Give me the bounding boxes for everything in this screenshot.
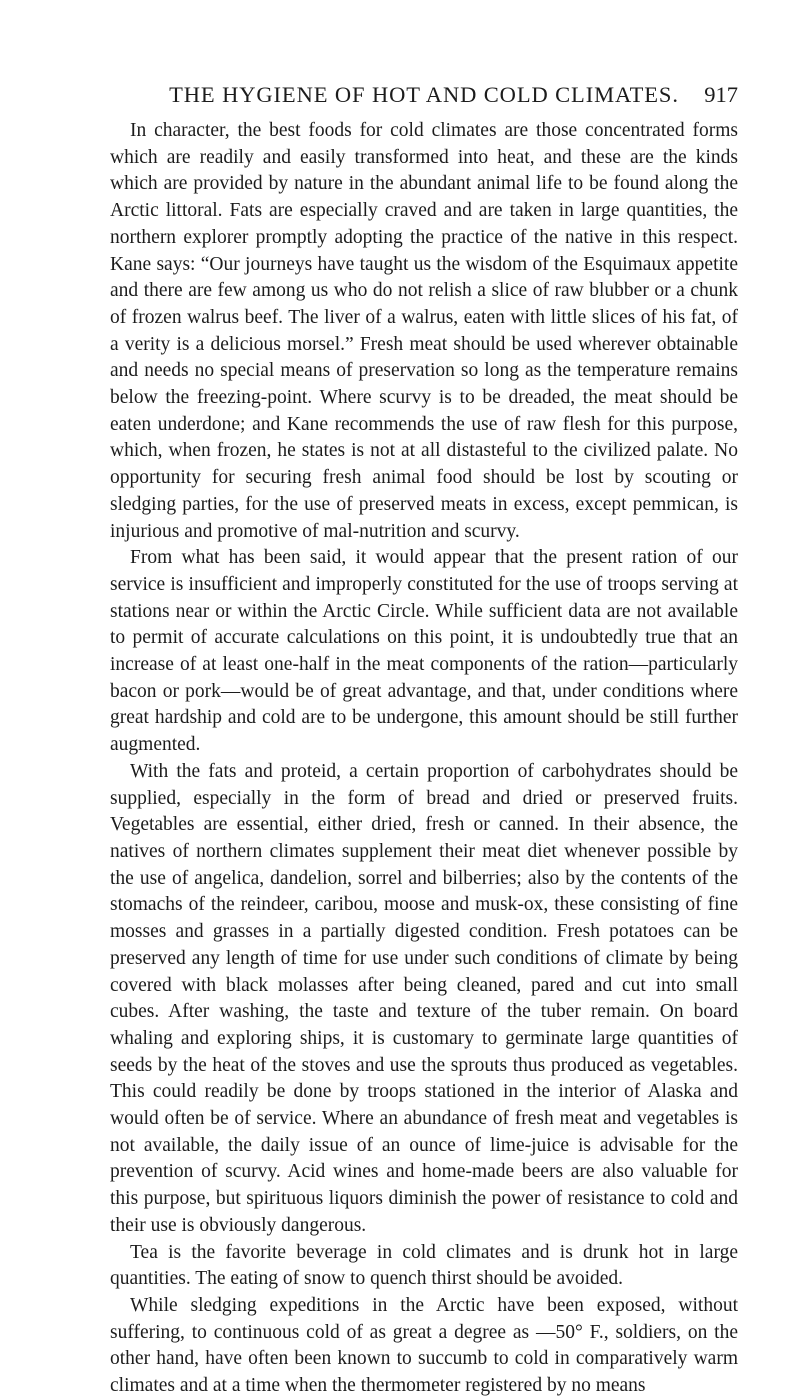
paragraph-ration-insufficiency: From what has been said, it would appear that the present ration of our service is insufficient and improperly constituted for the use of troops serving at stations near or within the Arctic Circle. While sufficient data are not available to permit of accurate calculations on this point, it is undoubtedly true that an increase of at least one-half in the meat components of the ration—particularly bacon or pork—would be of great advantage, and that, under conditions where great hardship and cold are to be undergone, this amount should be still further augmented. <box>110 547 738 756</box>
running-head-title: THE HYGIENE OF HOT AND COLD CLIMATES. <box>169 82 679 107</box>
paragraph-carbohydrates-vegetables: With the fats and proteid, a certain proportion of carbohydrates should be supplied, especially in the form of bread and dried or preserved fruits. Vegetables are essential, either dried, fresh or canned. In their absence, the natives of northern climates supplement their meat diet whenever possible by the use of angelica, dandelion, sorrel and bilberries; also by the contents of the stomachs of the reindeer, caribou, moose and musk-ox, these consisting of fine mosses and grasses in a partially digested condition. Fresh potatoes can be preserved any length of time for use under such conditions of climate by being covered with black molasses after being cleaned, pared and cut into small cubes. After washing, the taste and texture of the tuber remain. On board whaling and exploring ships, it is customary to germinate large quantities of seeds by the heat of the stoves and use the sprouts thus produced as vegetables. This could readily be done by troops stationed in the interior of Alaska and would often be of service. Where an abundance of fresh meat and vegetables is not available, the daily issue of an ounce of lime-juice is advisable for the prevention of scurvy. Acid wines and home-made beers are also valuable for this purpose, but spirituous liquors diminish the power of resistance to cold and their use is obviously dangerous. <box>110 760 738 1236</box>
paragraph-tea-beverage: Tea is the favorite beverage in cold climates and is drunk hot in large quantities. The eating of snow to quench thirst should be avoided. <box>110 1241 738 1290</box>
paragraph-sledging-expeditions: While sledging expeditions in the Arctic have been exposed, without suffering, to continuous cold of as great a degree as —50° F., soldiers, on the other hand, have often been known to succumb to cold in comparatively warm climates and at a time when the thermometer registered by no means <box>110 1294 738 1397</box>
running-head <box>110 78 738 112</box>
page-number: 917 <box>704 82 738 107</box>
paragraph-cold-climate-foods: In character, the best foods for cold climates are those concentrated forms which are readily and easily transformed into heat, and these are the kinds which are provided by nature in the abundant animal life to be found along the Arctic littoral. Fats are especially craved and are taken in large quantities, the northern explorer promptly adopting the practice of the native in this respect. Kane says: “Our journeys have taught us the wisdom of the Esquimaux appetite and there are few among us who do not relish a slice of raw blubber or a chunk of frozen walrus beef. The liver of a walrus, eaten with little slices of his fat, of a verity is a delicious morsel.” Fresh meat should be used wherever obtainable and needs no special means of preservation so long as the temperature remains below the freezing-point. Where scurvy is to be dreaded, the meat should be eaten underdone; and Kane recommends the use of raw flesh for this purpose, which, when frozen, he states is not at all distasteful to the civilized palate. No opportunity for securing fresh animal food should be lost by scouting or sledging parties, for the use of preserved meats in excess, except pemmican, is injurious and promotive of mal-nutrition and scurvy. <box>110 120 738 542</box>
body-text <box>110 118 738 1400</box>
